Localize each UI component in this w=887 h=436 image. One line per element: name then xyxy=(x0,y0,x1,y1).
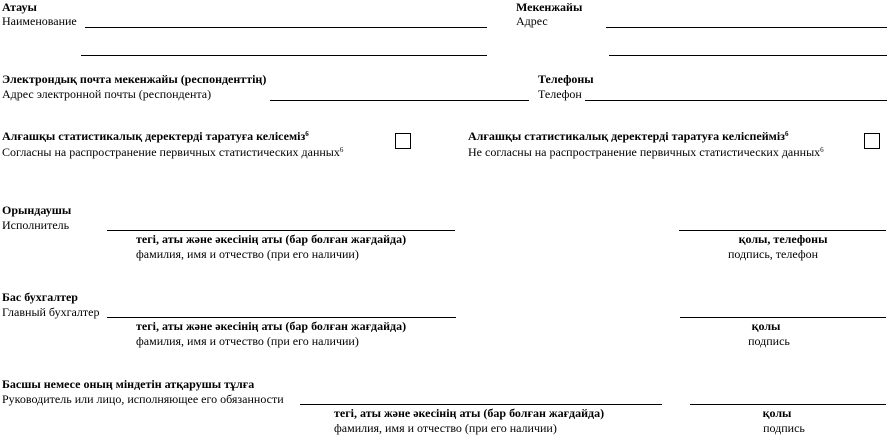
head-title-ru: Руководитель или лицо, исполняющее его обязанности xyxy=(2,392,284,406)
accountant-sign-line[interactable] xyxy=(680,317,886,318)
consent-disagree-kz: Алғашқы статистикалық деректерді таратуға келіспейміз$^6$ xyxy=(468,129,789,143)
address-title-ru: Адрес xyxy=(516,14,548,28)
head-sign-line[interactable] xyxy=(690,404,886,405)
accountant-name-line[interactable] xyxy=(107,317,456,318)
footnote-mark: 6 xyxy=(339,146,344,154)
phone-title-kz: Телефоны xyxy=(538,72,594,86)
consent-agree-checkbox[interactable] xyxy=(395,133,411,149)
email-title-kz: Электрондық почта мекенжайы (респонденттің) xyxy=(2,72,267,86)
name-title-ru: Наименование xyxy=(2,14,77,28)
email-field-line[interactable] xyxy=(270,100,529,101)
name-field-line-2[interactable] xyxy=(81,55,487,56)
executor-title-ru: Исполнитель xyxy=(2,218,70,232)
accountant-sign-caption-ru: подпись xyxy=(748,334,790,348)
address-title-kz: Мекенжайы xyxy=(516,0,583,14)
accountant-title-ru: Главный бухгалтер xyxy=(2,305,100,319)
accountant-title-kz: Бас бухгалтер xyxy=(2,290,78,304)
executor-name-caption-ru: фамилия, имя и отчество (при его наличии) xyxy=(136,247,359,261)
executor-name-caption-kz: тегі, аты және әкесінің аты (бар болған жағдайда) xyxy=(136,232,407,246)
footnote-mark: 6 xyxy=(305,130,309,138)
email-title-ru: Адрес электронной почты (респондента) xyxy=(2,87,212,101)
name-field-line-1[interactable] xyxy=(85,27,487,28)
consent-disagree-checkbox[interactable] xyxy=(864,133,880,149)
phone-field-line[interactable] xyxy=(585,100,887,101)
accountant-sign-caption-kz: қолы xyxy=(751,319,781,333)
executor-name-line[interactable] xyxy=(107,230,455,231)
accountant-name-caption-kz: тегі, аты және әкесінің аты (бар болған жағдайда) xyxy=(136,319,407,333)
executor-title-kz: Орындаушы xyxy=(2,203,72,217)
consent-disagree-ru: Не согласны на распространение первичных статистических данных$^6$ xyxy=(468,145,824,159)
head-sign-caption-ru: подпись xyxy=(763,421,805,435)
executor-sign-line[interactable] xyxy=(679,230,886,231)
footnote-mark: 6 xyxy=(820,146,824,154)
address-field-line-1[interactable] xyxy=(606,27,887,28)
head-title-kz: Басшы немесе оның міндетін атқарушы тұлға xyxy=(2,377,255,391)
phone-title-ru: Телефон xyxy=(538,87,582,101)
consent-agree-ru: Согласны на распространение первичных статистических данных$^6$ xyxy=(2,145,344,159)
accountant-name-caption-ru: фамилия, имя и отчество (при его наличии) xyxy=(136,334,359,348)
head-name-line[interactable] xyxy=(300,404,662,405)
executor-sign-caption-ru: подпись, телефон xyxy=(727,247,819,261)
address-field-line-2[interactable] xyxy=(609,55,887,56)
head-name-caption-ru: фамилия, имя и отчество (при его наличии) xyxy=(334,421,557,435)
footnote-mark: 6 xyxy=(784,130,789,138)
name-title-kz: Атауы xyxy=(2,0,37,14)
head-sign-caption-kz: қолы xyxy=(762,406,792,420)
head-name-caption-kz: тегі, аты және әкесінің аты (бар болған жағдайда) xyxy=(334,406,605,420)
consent-agree-kz: Алғашқы статистикалық деректерді таратуға келісеміз$^6$ xyxy=(2,129,309,143)
executor-sign-caption-kz: қолы, телефоны xyxy=(738,232,828,246)
